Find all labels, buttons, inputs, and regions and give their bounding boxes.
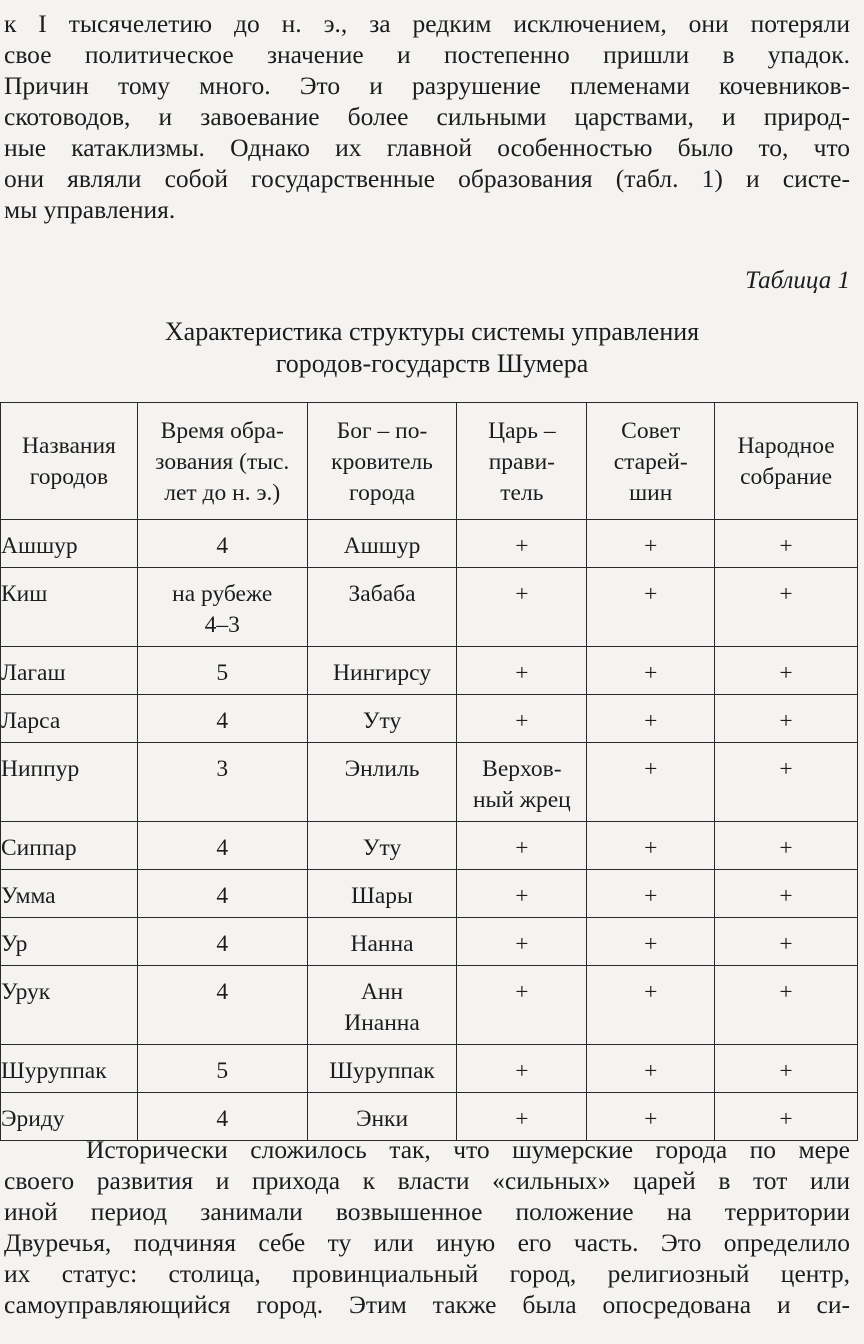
- table-caption: [0, 316, 864, 380]
- assembly-cell: +: [715, 695, 858, 743]
- council-cell: +: [587, 695, 715, 743]
- intro-paragraph: [4, 8, 850, 225]
- king-cell: +: [457, 966, 587, 1045]
- text-line: скотоводов, и завоевание более сильными царствами, и природ-: [4, 102, 850, 131]
- patron-god-cell: Анн Инанна: [307, 966, 457, 1045]
- table-number: Таблица 1: [745, 267, 850, 294]
- king-cell: Верхов- ный жрец: [457, 743, 587, 822]
- table-row: [1, 1045, 858, 1093]
- founded-cell: 4: [137, 870, 307, 918]
- city-name-cell: Эриду: [1, 1093, 138, 1141]
- founded-cell: 4: [137, 1093, 307, 1141]
- council-cell: +: [587, 918, 715, 966]
- assembly-cell: +: [715, 743, 858, 822]
- text-line: их статус: столица, провинциальный город, религиозный центр,: [4, 1259, 850, 1288]
- header-king: Царь – прави- тель: [457, 403, 587, 520]
- patron-god-cell: Шары: [307, 870, 457, 918]
- text-line: они являли собой государственные образования (табл. 1) и систе-: [4, 164, 850, 193]
- table-row: [1, 966, 858, 1045]
- text-line: своего развития и прихода к власти «сильных» царей в тот или: [4, 1166, 850, 1195]
- council-cell: +: [587, 822, 715, 870]
- council-cell: +: [587, 568, 715, 647]
- king-cell: +: [457, 695, 587, 743]
- king-cell: +: [457, 870, 587, 918]
- council-cell: +: [587, 870, 715, 918]
- assembly-cell: +: [715, 966, 858, 1045]
- patron-god-cell: Шуруппак: [307, 1045, 457, 1093]
- table-row: [1, 918, 858, 966]
- patron-god-cell: Ашшур: [307, 520, 457, 568]
- council-cell: +: [587, 743, 715, 822]
- table-row: [1, 695, 858, 743]
- city-name-cell: Умма: [1, 870, 138, 918]
- patron-god-cell: Энлиль: [307, 743, 457, 822]
- founded-cell: 4: [137, 966, 307, 1045]
- text-line: Исторически сложилось так, что шумерские города по мере: [86, 1135, 850, 1164]
- founded-cell: на рубеже 4–3: [137, 568, 307, 647]
- city-name-cell: Урук: [1, 966, 138, 1045]
- founded-cell: 4: [137, 695, 307, 743]
- city-name-cell: Ларса: [1, 695, 138, 743]
- city-name-cell: Сиппар: [1, 822, 138, 870]
- header-row: [1, 403, 858, 520]
- king-cell: +: [457, 822, 587, 870]
- text-line: иной период занимали возвышенное положение на территории: [4, 1197, 850, 1226]
- council-cell: +: [587, 647, 715, 695]
- founded-cell: 3: [137, 743, 307, 822]
- outro-paragraph: [4, 1134, 850, 1320]
- founded-cell: 5: [137, 647, 307, 695]
- text-line: Причин тому много. Это и разрушение племенами кочевников-: [4, 71, 850, 100]
- text-line: свое политическое значение и постепенно пришли в упадок.: [4, 40, 850, 69]
- assembly-cell: +: [715, 647, 858, 695]
- caption-line: городов-государств Шумера: [275, 349, 589, 378]
- king-cell: +: [457, 520, 587, 568]
- table-header: [1, 403, 858, 520]
- assembly-cell: +: [715, 870, 858, 918]
- king-cell: +: [457, 1093, 587, 1141]
- city-name-cell: Шуруппак: [1, 1045, 138, 1093]
- king-cell: +: [457, 568, 587, 647]
- table-body: [1, 520, 858, 1141]
- council-cell: +: [587, 966, 715, 1045]
- council-cell: +: [587, 520, 715, 568]
- assembly-cell: +: [715, 568, 858, 647]
- table-row: [1, 520, 858, 568]
- table-row: [1, 870, 858, 918]
- assembly-cell: +: [715, 822, 858, 870]
- text-line: мы управления.: [4, 195, 176, 224]
- header-city: Названия городов: [1, 403, 138, 520]
- assembly-cell: +: [715, 918, 858, 966]
- sumer-cities-table: [0, 402, 858, 1141]
- city-name-cell: Ур: [1, 918, 138, 966]
- patron-god-cell: Уту: [307, 822, 457, 870]
- patron-god-cell: Забаба: [307, 568, 457, 647]
- header-patron-god: Бог – по- кровитель города: [307, 403, 457, 520]
- patron-god-cell: Энки: [307, 1093, 457, 1141]
- header-founded: Время обра- зования (тыс. лет до н. э.): [137, 403, 307, 520]
- text-line: к I тысячелетию до н. э., за редким исключением, они потеряли: [4, 9, 850, 38]
- patron-god-cell: Нингирсу: [307, 647, 457, 695]
- table-row: [1, 822, 858, 870]
- founded-cell: 5: [137, 1045, 307, 1093]
- header-council: Совет старей- шин: [587, 403, 715, 520]
- table-row: [1, 647, 858, 695]
- city-name-cell: Ниппур: [1, 743, 138, 822]
- assembly-cell: +: [715, 1045, 858, 1093]
- king-cell: +: [457, 647, 587, 695]
- text-line: Двуречья, подчиняя себе ту или иную его часть. Это определило: [4, 1228, 850, 1257]
- city-name-cell: Ашшур: [1, 520, 138, 568]
- table-row: [1, 568, 858, 647]
- header-assembly: Народное собрание: [715, 403, 858, 520]
- text-line: ные катаклизмы. Однако их главной особенностью было то, что: [4, 133, 850, 162]
- city-name-cell: Киш: [1, 568, 138, 647]
- founded-cell: 4: [137, 520, 307, 568]
- text-line: самоуправляющийся город. Этим также была опосредована и си-: [4, 1290, 850, 1319]
- patron-god-cell: Уту: [307, 695, 457, 743]
- caption-line: Характеристика структуры системы управления: [164, 317, 700, 346]
- council-cell: +: [587, 1093, 715, 1141]
- patron-god-cell: Нанна: [307, 918, 457, 966]
- king-cell: +: [457, 1045, 587, 1093]
- founded-cell: 4: [137, 822, 307, 870]
- king-cell: +: [457, 918, 587, 966]
- assembly-cell: +: [715, 1093, 858, 1141]
- assembly-cell: +: [715, 520, 858, 568]
- founded-cell: 4: [137, 918, 307, 966]
- city-name-cell: Лагаш: [1, 647, 138, 695]
- table-row: [1, 743, 858, 822]
- council-cell: +: [587, 1045, 715, 1093]
